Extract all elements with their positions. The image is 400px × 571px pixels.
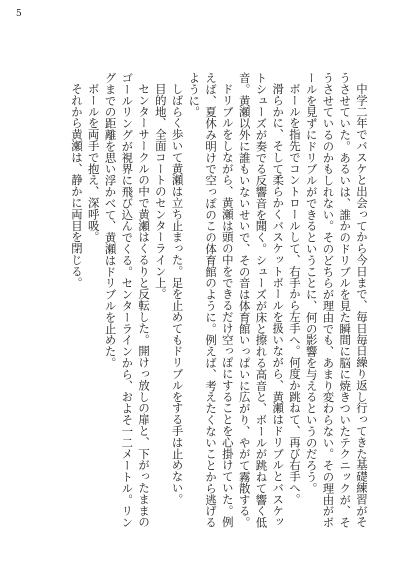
paragraph: センターサークルの中で黄瀬はくるりと反転した。開けっ放しの扉と、下がったままのゴールリングが視界に飛び込んでくる。センターラインから、およそ一二メートル。リングまでの距離を思い浮かべて、黄瀬はドリブルを止めた。 xyxy=(103,72,152,528)
novel-text-body xyxy=(48,72,370,532)
paragraph: 目的地、全面コートのセンターライン上。 xyxy=(153,83,168,300)
paragraph: それから黄瀬は、静かに両目を閉じる。 xyxy=(69,83,84,289)
paragraph: 中学二年でバスケと出会ってから今日まで、毎日毎日繰り返し行ってきた基礎練習がそうさせていた。あるいは、誰かのドリブルを見た瞬間に脳に焼きついたテクニックが、そうさせているのかもしれない。そのどちらが理由でも、あまり変わらない。その理由がボールを見ずにドリブルができるということに、何の影響を与えるというのだろう。 xyxy=(304,72,369,528)
paragraph: ドリブルをしながら、黄瀬は頭の中をできるだけ空っぽにすることを心掛けていた。例えば、夏休み明けで空っぽのこの体育館のように。例えば、考えたくないことから逃げるように。 xyxy=(187,72,235,528)
paragraph: しばらく歩いて黄瀬は立ち止まった。足を止めてもドリブルをする手は止めない。 xyxy=(170,83,185,506)
paragraph: ボールを両手で抱え、深呼吸。 xyxy=(86,83,101,243)
paragraph: ボールを指先でコントロールして、右手から左手へ。何度か跳ねて、再び右手へ。 xyxy=(287,83,302,506)
paragraph: 滑らかに、そして柔らかくバスケットボールを扱いながら、黄瀬はドリブルとバスケットシューズが奏でる反響音を聞く。シューズが床と擦れる高音と、ボールが跳ねて響く低音。黄瀬以外に誰もいないせいで、その音は体育館いっぱいに広がり、やがて霧散する。 xyxy=(237,72,286,528)
page-number: 5 xyxy=(16,9,22,19)
